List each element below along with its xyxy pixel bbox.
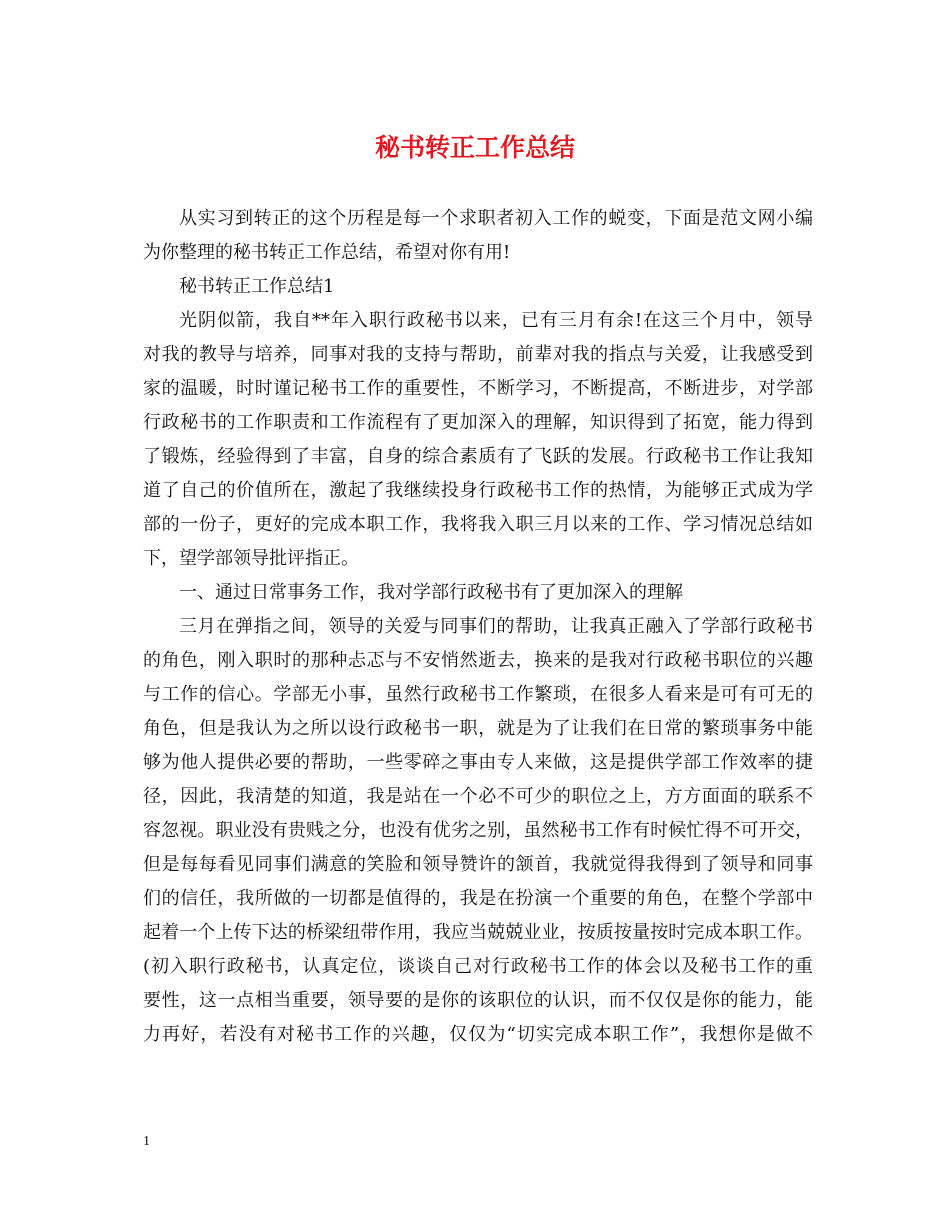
paragraph-line: 为你整理的秘书转正工作总结，希望对你有用! xyxy=(143,242,511,263)
paragraph-line: 径，因此，我清楚的知道，我是站在一个必不可少的职位之上，方方面面的联系不 xyxy=(143,786,813,807)
paragraph-line: 够为他人提供必要的帮助，一些零碎之事由专人来做，这是提供学部工作效率的捷 xyxy=(143,752,813,773)
paragraph-line: 道了自己的价值所在，激起了我继续投身行政秘书工作的热情，为能够正式成为学 xyxy=(143,480,813,501)
paragraph-line: 要性，这一点相当重要，领导要的是你的该职位的认识，而不仅仅是你的能力，能 xyxy=(143,990,813,1011)
page-number: 1 xyxy=(143,1134,150,1149)
paragraph-line: 光阴似箭，我自**年入职行政秘书以来，已有三月有余!在这三个月中，领导 xyxy=(179,310,813,331)
paragraph-line: 家的温暖，时时谨记秘书工作的重要性，不断学习，不断提高，不断进步，对学部 xyxy=(143,378,813,399)
paragraph-line: 起着一个上传下达的桥梁纽带作用，我应当兢兢业业，按质按量按时完成本职工作。 xyxy=(143,922,813,943)
paragraph-line: 对我的教导与培养，同事对我的支持与帮助，前辈对我的指点与关爱，让我感受到 xyxy=(143,344,813,365)
paragraph-line: 从实习到转正的这个历程是每一个求职者初入工作的蜕变，下面是范文网小编 xyxy=(179,208,813,229)
section-heading: 一、通过日常事务工作，我对学部行政秘书有了更加深入的理解 xyxy=(179,582,683,603)
paragraph-line: 与工作的信心。学部无小事，虽然行政秘书工作繁琐，在很多人看来是可有可无的 xyxy=(143,684,813,705)
paragraph-line: 三月在弹指之间，领导的关爱与同事们的帮助，让我真正融入了学部行政秘书 xyxy=(179,616,813,637)
paragraph-line: 下，望学部领导批评指正。 xyxy=(143,548,359,569)
paragraph-line: 行政秘书的工作职责和工作流程有了更加深入的理解，知识得到了拓宽，能力得到 xyxy=(143,412,813,433)
paragraph-line: 的角色，刚入职时的那种忐忑与不安悄然逝去，换来的是我对行政秘书职位的兴趣 xyxy=(143,650,813,671)
paragraph-line: 力再好，若没有对秘书工作的兴趣，仅仅为“切实完成本职工作”，我想你是做不 xyxy=(143,1024,813,1045)
document-body xyxy=(143,202,813,1052)
paragraph-line: 了锻炼，经验得到了丰富，自身的综合素质有了飞跃的发展。行政秘书工作让我知 xyxy=(143,446,813,467)
paragraph-line: 容忽视。职业没有贵贱之分，也没有优劣之别，虽然秘书工作有时候忙得不可开交， xyxy=(143,820,813,841)
document-title: 秘书转正工作总结 xyxy=(374,133,575,162)
section-heading: 秘书转正工作总结1 xyxy=(179,276,335,297)
paragraph-line: 们的信任，我所做的一切都是值得的，我是在扮演一个重要的角色，在整个学部中 xyxy=(143,888,813,909)
paragraph-line: 部的一份子，更好的完成本职工作，我将我入职三月以来的工作、学习情况总结如 xyxy=(143,514,813,535)
paragraph-line: (初入职行政秘书，认真定位，谈谈自己对行政秘书工作的体会以及秘书工作的重 xyxy=(143,956,813,977)
paragraph-line: 角色，但是我认为之所以设行政秘书一职，就是为了让我们在日常的繁琐事务中能 xyxy=(143,718,813,739)
paragraph-line: 但是每每看见同事们满意的笑脸和领导赞许的颔首，我就觉得我得到了领导和同事 xyxy=(143,854,813,875)
